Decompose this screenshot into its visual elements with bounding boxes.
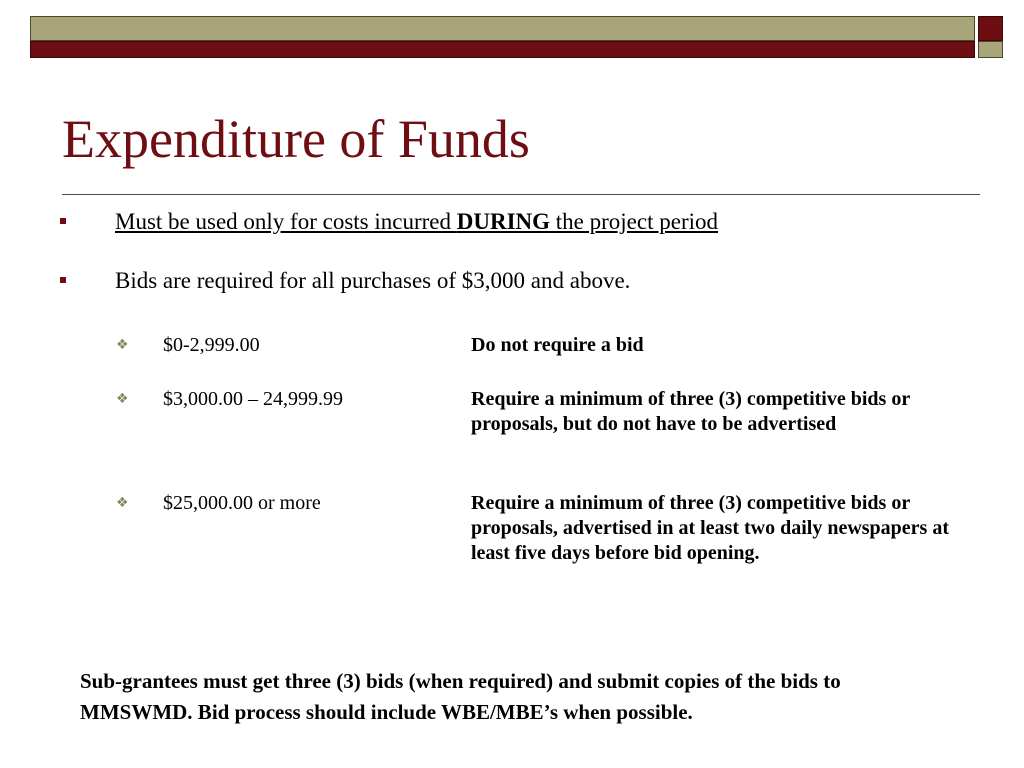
threshold-requirement: Do not require a bid: [471, 334, 644, 356]
title-divider: [62, 194, 980, 195]
header-square-olive: [978, 41, 1003, 58]
bullet-text-lead: Must be used only for costs incurred: [115, 209, 457, 234]
threshold-requirement: Require a minimum of three (3) competitive bids or proposals, advertised in at least two daily newspapers at least five days before bid opening.: [471, 492, 949, 564]
header-bar-maroon: [30, 41, 975, 58]
diamond-bullet-icon: ❖: [116, 337, 129, 353]
bullet-text: [115, 210, 718, 233]
diamond-bullet-icon: ❖: [116, 495, 129, 511]
diamond-bullet-icon: ❖: [116, 391, 129, 407]
bullet-text: Bids are required for all purchases of $3,000 and above.: [115, 268, 631, 293]
footer-note: Sub-grantees must get three (3) bids (when required) and submit copies of the bids to MMSWMD. Bid process should include WBE/MBE’s when possible.: [80, 669, 841, 724]
slide-title: Expenditure of Funds: [62, 109, 530, 169]
threshold-requirement: Require a minimum of three (3) competitive bids or proposals, but do not have to be advertised: [471, 388, 910, 435]
square-bullet-icon: [60, 277, 66, 283]
header-bar-olive: [30, 16, 975, 41]
square-bullet-icon: [60, 218, 66, 224]
threshold-range: $3,000.00 – 24,999.99: [163, 388, 343, 410]
bullet-text-tail: the project period: [550, 209, 718, 234]
header-square-maroon: [978, 16, 1003, 41]
threshold-range: $25,000.00 or more: [163, 492, 321, 514]
bullet-text-emphasis: DURING: [456, 209, 551, 234]
threshold-range: $0-2,999.00: [163, 334, 260, 356]
